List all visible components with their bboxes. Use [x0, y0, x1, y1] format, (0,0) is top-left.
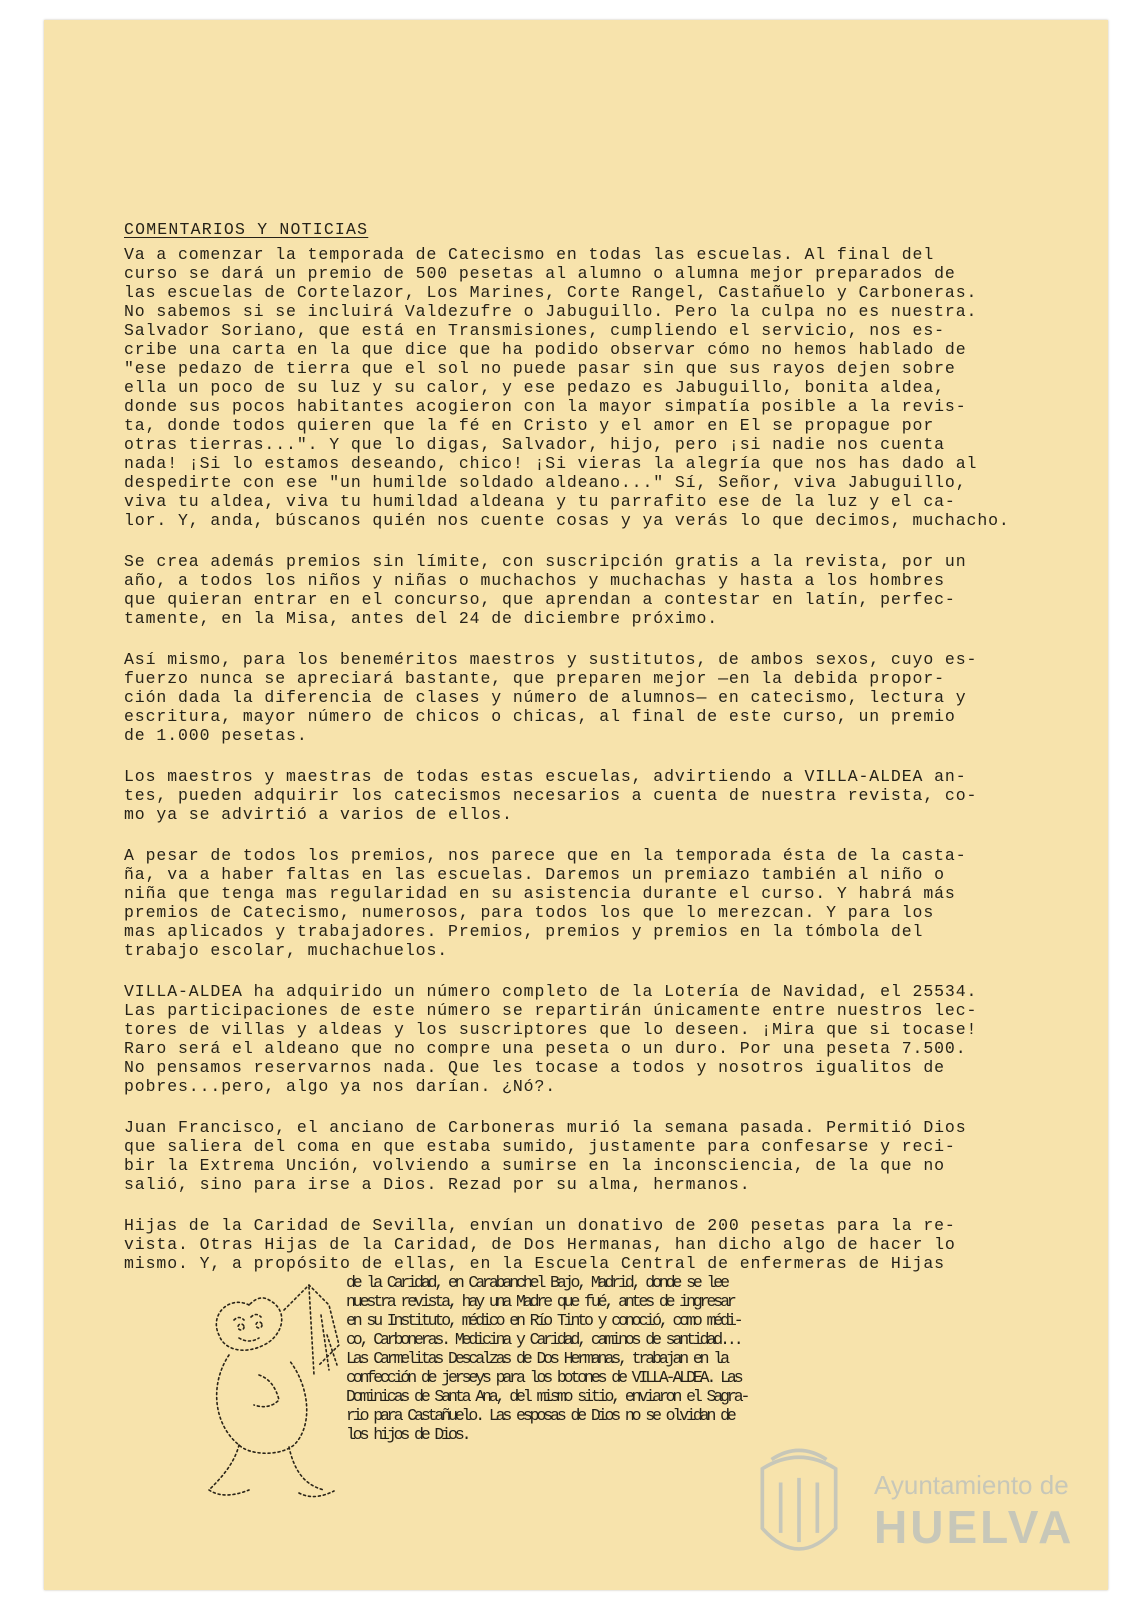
- text-line: confección de jerseys para los botones de VILLA-ALDEA. Las: [346, 1368, 741, 1387]
- document-heading: COMENTARIOS Y NOTICIAS: [124, 220, 369, 239]
- paragraph: [124, 1118, 1039, 1194]
- text-line: mo ya se advirtió a varios de ellos.: [124, 805, 513, 824]
- text-line: despedirte con ese "un humilde soldado aldeano..." Sí, Señor, viva Jabuguillo,: [124, 473, 967, 492]
- text-line: vista. Otras Hijas de la Caridad, de Dos Hermanas, han dicho algo de hacer lo: [124, 1235, 956, 1254]
- text-line: Juan Francisco, el anciano de Carboneras murió la semana pasada. Permitió Dios: [124, 1118, 967, 1137]
- paper-sheet: [44, 20, 1108, 1590]
- text-line: Las participaciones de este número se repartirán únicamente entre nuestros lec-: [124, 1001, 978, 1020]
- text-line: fuerzo nunca se apreciará bastante, que preparen mejor —en la debida propor-: [124, 669, 945, 688]
- watermark-line-1: Ayuntamiento de: [874, 1470, 1069, 1500]
- text-line: "ese pedazo de tierra que el sol no puede pasar sin que sus rayos dejen sobre: [124, 359, 956, 378]
- text-line: lor. Y, anda, búscanos quién nos cuente cosas y ya verás lo que decimos, muchacho.: [124, 511, 1010, 530]
- text-line: bir la Extrema Unción, volviendo a sumirse en la inconsciencia, de la que no: [124, 1156, 945, 1175]
- text-line: ción dada la diferencia de clases y número de alumnos— en catecismo, lectura y: [124, 688, 967, 707]
- paragraph: [124, 846, 1039, 960]
- text-line: nada! ¡Si lo estamos deseando, chico! ¡Si vieras la alegría que nos has dado al: [124, 454, 978, 473]
- paragraph: [124, 552, 1039, 628]
- text-line: viva tu aldea, viva tu humildad aldeana y tu parrafito ese de la luz y el ca-: [124, 492, 956, 511]
- text-line: de 1.000 pesetas.: [124, 726, 308, 745]
- text-line: mismo. Y, a propósito de ellas, en la Escuela Central de enfermeras de Hijas: [124, 1254, 945, 1273]
- text-line: que saliera del coma en que estaba sumido, justamente para confesarse y reci-: [124, 1137, 956, 1156]
- text-line: que quieran entrar en el concurso, que aprendan a contestar en latín, perfec-: [124, 590, 956, 609]
- text-line: nuestra revista, hay una Madre que fué, antes de ingresar: [346, 1292, 734, 1311]
- text-line: Va a comenzar la temporada de Catecismo en todas las escuelas. Al final del: [124, 245, 935, 264]
- text-line: curso se dará un premio de 500 pesetas al alumno o alumna mejor preparados de: [124, 264, 956, 283]
- paragraph-list: [124, 245, 1039, 1444]
- text-line: las escuelas de Cortelazor, Los Marines, Corte Rangel, Castañuelo y Carboneras.: [124, 283, 978, 302]
- text-line: ella un poco de su luz y su calor, y ese pedazo es Jabuguillo, bonita aldea,: [124, 378, 945, 397]
- text-line: ta, donde todos quieren que la fé en Cristo y el amor en El se propague por: [124, 416, 935, 435]
- text-line: niña que tenga mas regularidad en su asistencia durante el curso. Y habrá más: [124, 884, 956, 903]
- text-line: salió, sino para irse a Dios. Rezad por su alma, hermanos.: [124, 1175, 751, 1194]
- text-line: premios de Catecismo, numerosos, para todos los que lo merezcan. Y para los: [124, 903, 935, 922]
- text-line: Así mismo, para los beneméritos maestros y sustitutos, de ambos sexos, cuyo es-: [124, 650, 978, 669]
- text-line: rio para Castañuelo. Las esposas de Dios no se olvidan de: [346, 1406, 734, 1425]
- text-line: año, a todos los niños y niñas o muchachos y muchachas y hasta a los hombres: [124, 571, 945, 590]
- text-line: Las Carmelitas Descalzas de Dos Hermanas, trabajan en la: [346, 1349, 727, 1368]
- watermark-line-2: HUELVA: [874, 1501, 1075, 1553]
- paragraph: [124, 650, 1039, 745]
- text-line: donde sus pocos habitantes acogieron con la mayor simpatía posible a la revis-: [124, 397, 967, 416]
- text-line: Dominicas de Santa Ana, del mismo sitio, enviaron el Sagra-: [346, 1387, 748, 1406]
- text-line: cribe una carta en la que dice que ha podido observar cómo no hemos hablado de: [124, 340, 967, 359]
- text-line: No sabemos si se incluirá Valdezufre o Jabuguillo. Pero la culpa no es nuestra.: [124, 302, 978, 321]
- document-body: [124, 220, 1039, 1444]
- paragraph: [124, 982, 1039, 1096]
- text-line: Hijas de la Caridad de Sevilla, envían un donativo de 200 pesetas para la re-: [124, 1216, 956, 1235]
- praying-child-drawing-icon: [189, 1275, 379, 1510]
- text-line: ña, va a haber faltas en las escuelas. Daremos un premiazo también al niño o: [124, 865, 945, 884]
- text-line: mas aplicados y trabajadores. Premios, premios y premios en la tómbola del: [124, 922, 924, 941]
- text-line: A pesar de todos los premios, nos parece que en la temporada ésta de la casta-: [124, 846, 967, 865]
- text-line: trabajo escolar, muchachuelos.: [124, 941, 449, 960]
- text-line: tamente, en la Misa, antes del 24 de diciembre próximo.: [124, 609, 719, 628]
- text-line: tores de villas y aldeas y los suscriptores que lo deseen. ¡Mira que si tocase!: [124, 1020, 978, 1039]
- text-line: Raro será el aldeano que no compre una peseta o un duro. Por una peseta 7.500.: [124, 1039, 967, 1058]
- text-line: Los maestros y maestras de todas estas escuelas, advirtiendo a VILLA-ALDEA an-: [124, 767, 967, 786]
- text-line: co, Carboneras. Medicina y Caridad, caminos de santidad...: [346, 1330, 741, 1349]
- text-line: pobres...pero, algo ya nos darían. ¿Nó?.: [124, 1077, 557, 1096]
- paragraph: [124, 767, 1039, 824]
- huelva-watermark: [744, 1440, 1084, 1590]
- text-line: No pensamos reservarnos nada. Que les tocase a todos y nosotros igualitos de: [124, 1058, 945, 1077]
- text-line: tes, pueden adquirir los catecismos necesarios a cuenta de nuestra revista, co-: [124, 786, 978, 805]
- text-line: Salvador Soriano, que está en Transmisiones, cumpliendo el servicio, nos es-: [124, 321, 945, 340]
- text-line: de la Caridad, en Carabanchel Bajo, Madrid, donde se lee: [346, 1273, 727, 1292]
- text-line: escritura, mayor número de chicos o chicas, al final de este curso, un premio: [124, 707, 956, 726]
- text-line: en su Instituto, médico en Río Tinto y conoció, como médi-: [346, 1311, 741, 1330]
- text-line: VILLA-ALDEA ha adquirido un número completo de la Lotería de Navidad, el 25534.: [124, 982, 978, 1001]
- paragraph: [124, 245, 1039, 530]
- text-line: los hijos de Dios.: [346, 1425, 469, 1444]
- text-line: Se crea además premios sin límite, con suscripción gratis a la revista, por un: [124, 552, 967, 571]
- coat-of-arms-icon: [744, 1440, 854, 1580]
- text-line: otras tierras...". Y que lo digas, Salvador, hijo, pero ¡si nadie nos cuenta: [124, 435, 945, 454]
